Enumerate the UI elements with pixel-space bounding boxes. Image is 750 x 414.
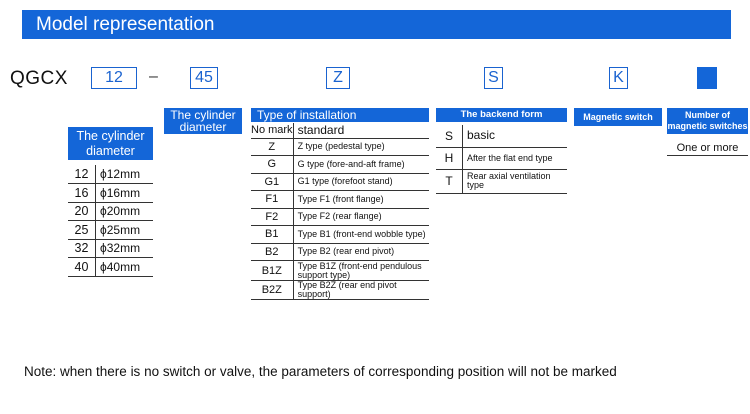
backend-row [436, 125, 567, 147]
installation-row [251, 226, 429, 244]
installation-row-label: Type B1 (front-end wobble type) [293, 226, 429, 244]
installation-row-label: Type B2Z (rear end pivot support) [293, 281, 429, 300]
installation-row-code: G [251, 156, 293, 174]
installation-row-label: Type B2 (rear end pivot) [293, 243, 429, 261]
switch-code-box: K [609, 67, 628, 89]
model-prefix: QGCX [10, 68, 68, 89]
diameter-row-code: 20 [68, 202, 96, 221]
installation-row-label: standard [293, 123, 429, 138]
backend-header: The backend form [436, 108, 567, 122]
switches-count-option: One or more [667, 141, 748, 156]
diameter-row-label: ϕ40mm [96, 258, 154, 277]
installation-row-label: G type (fore-and-aft frame) [293, 156, 429, 174]
backend-code-box: S [484, 67, 503, 89]
installation-row [251, 208, 429, 226]
backend-row [436, 169, 567, 193]
installation-row [251, 281, 429, 300]
diameter-row-label: ϕ20mm [96, 202, 154, 221]
page-title: Model representation [22, 10, 731, 39]
installation-row-code: F2 [251, 208, 293, 226]
stroke-code-box: 45 [190, 67, 218, 89]
diameter-row-code: 12 [68, 165, 96, 184]
diameter-row-label: ϕ12mm [96, 165, 154, 184]
diameter-row-label: ϕ16mm [96, 184, 154, 203]
installation-row-label: Type F1 (front flange) [293, 191, 429, 209]
installation-row-code: B1Z [251, 261, 293, 281]
installation-row [251, 123, 429, 138]
switch-header: Magnetic switch [574, 108, 662, 126]
switches-count-code-box [697, 67, 717, 89]
backend-row [436, 147, 567, 169]
diameter-row [68, 258, 153, 277]
switches-count-header: Number of magnetic switches [667, 108, 748, 134]
installation-row-code: G1 [251, 173, 293, 191]
diameter-row [68, 221, 153, 240]
backend-table [436, 125, 567, 194]
installation-row-label: Z type (pedestal type) [293, 138, 429, 156]
installation-row [251, 243, 429, 261]
backend-row-label: basic [463, 125, 568, 147]
backend-row-code: S [436, 125, 463, 147]
backend-row-code: T [436, 169, 463, 193]
backend-row-code: H [436, 147, 463, 169]
diameter-row-label: ϕ32mm [96, 239, 154, 258]
installation-row [251, 191, 429, 209]
installation-row-label: Type F2 (rear flange) [293, 208, 429, 226]
installation-table [251, 123, 429, 300]
diameter-row-label: ϕ25mm [96, 221, 154, 240]
diameter-row [68, 184, 153, 203]
installation-row-label: Type B1Z (front-end pendulous support type) [293, 261, 429, 281]
code-separator: – [149, 68, 158, 85]
diameter-row-code: 25 [68, 221, 96, 240]
installation-code-box: Z [326, 67, 350, 89]
footnote: Note: when there is no switch or valve, the parameters of corresponding position will not be marked [24, 364, 617, 379]
cylinder-diameter-header: The cylinder diameter [68, 127, 153, 160]
backend-row-label: After the flat end type [463, 147, 568, 169]
stroke-header: The cylinder diameter [164, 108, 242, 134]
diameter-row-code: 16 [68, 184, 96, 203]
installation-row-code: B2Z [251, 281, 293, 300]
installation-row-code: Z [251, 138, 293, 156]
diameter-row-code: 32 [68, 239, 96, 258]
diameter-row [68, 239, 153, 258]
installation-row [251, 173, 429, 191]
installation-row-code: No mark [251, 124, 293, 137]
diameter-row-code: 40 [68, 258, 96, 277]
installation-row [251, 156, 429, 174]
installation-row-code: B1 [251, 226, 293, 244]
diameter-table [68, 165, 153, 277]
installation-row-label: G1 type (forefoot stand) [293, 173, 429, 191]
diameter-row [68, 165, 153, 184]
installation-row [251, 261, 429, 281]
installation-row-code: F1 [251, 191, 293, 209]
backend-row-label: Rear axial ventilation type [463, 169, 568, 193]
installation-row-code: B2 [251, 243, 293, 261]
diameter-code-box: 12 [91, 67, 137, 89]
diameter-row [68, 202, 153, 221]
installation-row [251, 138, 429, 156]
installation-header: Type of installation [251, 108, 429, 122]
